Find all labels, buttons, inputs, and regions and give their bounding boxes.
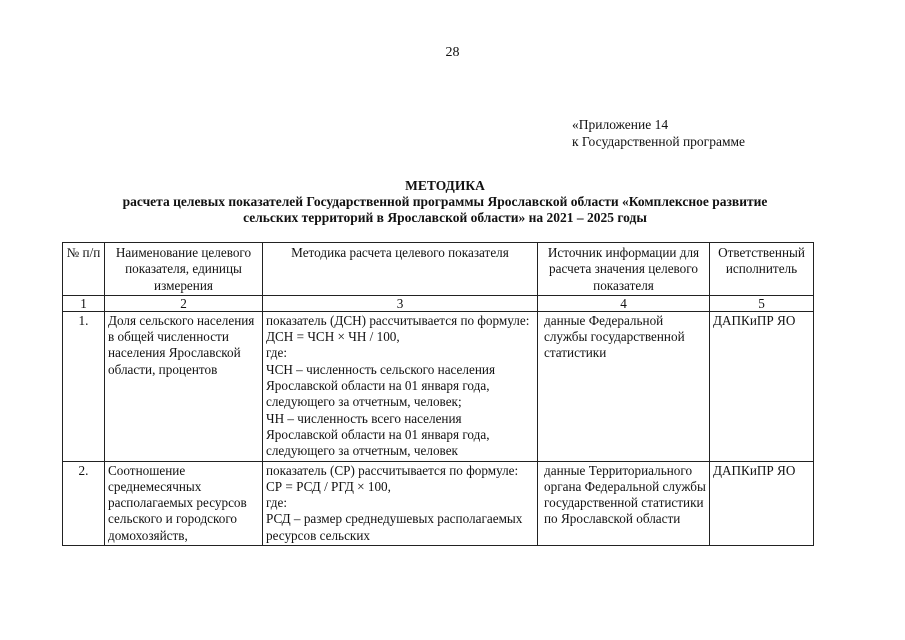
heading-line-1: расчета целевых показателей Государственной программы Ярославской области «Комплексное развитие <box>122 194 768 209</box>
heading-title: МЕТОДИКА <box>405 178 485 193</box>
heading-line-2: сельских территорий в Ярославской области» на 2021 – 2025 годы <box>243 210 647 225</box>
method-line: где: <box>266 345 287 361</box>
header-executor: Ответственный исполнитель <box>710 243 814 296</box>
header-number: № п/п <box>63 243 105 296</box>
document-heading <box>60 178 830 226</box>
method-formula: СР = РСД / РГД × 100, <box>266 478 391 494</box>
column-number: 2 <box>105 295 263 311</box>
method-cell <box>263 311 538 461</box>
source-info: данные Территориального органа Федеральной службы государственной статистики по Ярославской области <box>538 461 710 545</box>
column-number: 1 <box>63 295 105 311</box>
responsible-executor: ДАПКиПР ЯО <box>710 461 814 545</box>
method-line: РСД – размер среднедушевых располагаемых ресурсов сельских <box>266 511 523 543</box>
header-indicator-name: Наименование целевого показателя, единицы измерения <box>105 243 263 296</box>
table-row <box>63 311 814 461</box>
method-line: где: <box>266 495 287 511</box>
column-number-row <box>63 295 814 311</box>
header-source: Источник информации для расчета значения целевого показателя <box>538 243 710 296</box>
column-number: 4 <box>538 295 710 311</box>
method-line: показатель (СР) рассчитывается по формуле: <box>266 462 519 478</box>
table-header-row <box>63 243 814 296</box>
row-number: 1. <box>63 311 105 461</box>
methodology-table <box>62 242 814 546</box>
appendix-reference <box>572 116 745 150</box>
appendix-line-2: к Государственной программе <box>572 134 746 149</box>
method-formula: ДСН = ЧСН × ЧН / 100, <box>266 329 400 345</box>
column-number: 3 <box>263 295 538 311</box>
appendix-line-1: «Приложение 14 <box>572 117 669 132</box>
method-cell <box>263 461 538 545</box>
indicator-name: Соотношение среднемесячных располагаемых ресурсов сельского и городского домохозяйств, <box>105 461 263 545</box>
table-row <box>63 461 814 545</box>
column-number: 5 <box>710 295 814 311</box>
page-number: 28 <box>445 45 460 60</box>
method-line: показатель (ДСН) рассчитывается по формуле: <box>266 312 530 328</box>
indicator-name: Доля сельского населения в общей численности населения Ярославской области, процентов <box>105 311 263 461</box>
responsible-executor: ДАПКиПР ЯО <box>710 311 814 461</box>
method-line: ЧСН – численность сельского населения Ярославской области на 01 января года, следующего за отчетным, человек; <box>266 361 496 410</box>
source-info: данные Федеральной службы государственной статистики <box>538 311 710 461</box>
header-method: Методика расчета целевого показателя <box>263 243 538 296</box>
method-line: ЧН – численность всего населения Ярославской области на 01 января года, следующего за отчетным, человек <box>266 410 490 459</box>
row-number: 2. <box>63 461 105 545</box>
